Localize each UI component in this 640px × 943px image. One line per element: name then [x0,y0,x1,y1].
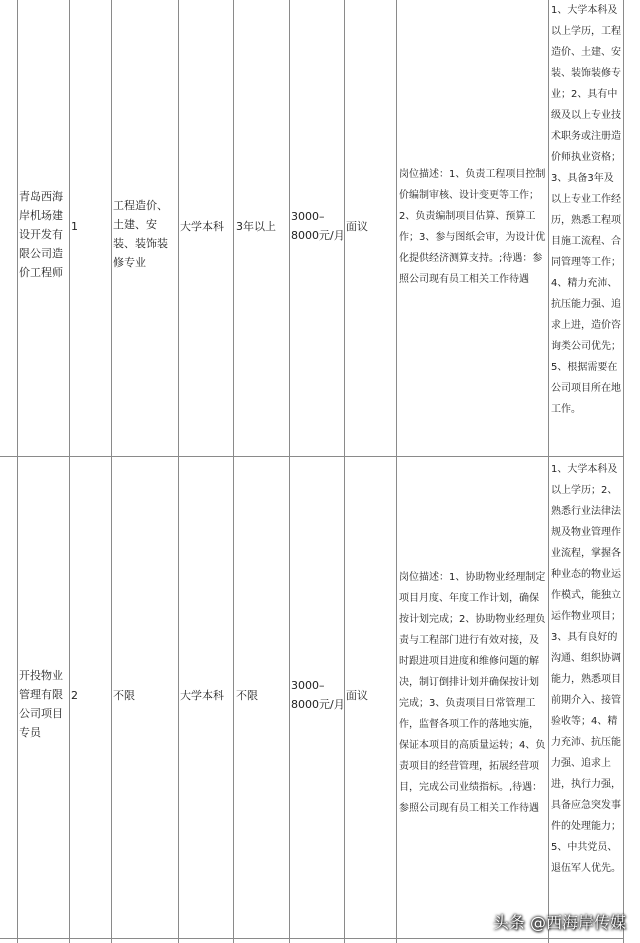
experience-cell: 3年以上 [236,220,276,233]
requirements-cell: 1、大学本科及以上学历；2、熟悉行业法律法规及物业管理作业流程，掌握各种业态的物业运作模式，能独立运作物业项目；3、具有良好的沟通、组织协调能力，熟悉项目前期介入、接管验收等；4、精力充沛、抗压能力强、追求上进，执行力强，具备应急突发事件的处理能力；5、中共党员、退伍军人优先。 [551,464,621,874]
education-cell: 大学本科 [180,689,224,702]
table-row [0,457,640,938]
requirements-cell: 1、大学本科及以上学历，工程造价、土建、安装、装饰装修专业；2、具有中级及以上专业技术职务或注册造价师执业资格；3、具备3年及以上专业工作经历，熟悉工程项目施工流程、合同管理等工作；4、精力充沛、抗压能力强、追求上进，造价咨询类公司优先；5、根据需要在公司项目所在地工作。 [551,5,621,415]
major-cell: 工程造价、土建、安装、装饰装修专业 [113,199,168,269]
headcount-cell: 2 [71,689,78,702]
description-cell: 岗位描述：1、协助物业经理制定项目月度、年度工作计划，确保按计划完成；2、协助物业经理负责与工程部门进行有效对接，及时跟进项目进度和维修问题的解决，制订倒排计划并确保按计划完成；3、负责项目日常管理工作，监督各项工作的落地实施，保证本项目的高质量运转；4、负责项目的经营管理，拓展经营项目，完成公司业绩指标。,待遇：参照公司现有员工相关工作待遇 [399,572,546,814]
method-cell: 面议 [346,689,368,702]
company-position-cell: 青岛西海岸机场建设开发有限公司造价工程师 [19,190,63,279]
headcount-cell: 1 [71,220,78,233]
row-divider [0,938,624,939]
description-cell: 岗位描述：1、负责工程项目控制价编制审核、设计变更等工作；2、负责编制项目估算、预算工作；3、参与图纸会审，为设计优化提供经济测算支持。;待遇：参照公司现有员工相关工作待遇 [399,169,546,285]
education-cell: 大学本科 [180,220,224,233]
salary-cell: 3000–8000元/月 [291,679,345,711]
experience-cell: 不限 [236,689,258,702]
source-watermark: 头条 @西海岸传媒 [492,913,626,932]
table-row [0,0,640,456]
salary-cell: 3000–8000元/月 [291,210,345,242]
company-position-cell: 开投物业管理有限公司项目专员 [19,669,63,739]
major-cell: 不限 [113,689,135,702]
method-cell: 面议 [346,220,368,233]
